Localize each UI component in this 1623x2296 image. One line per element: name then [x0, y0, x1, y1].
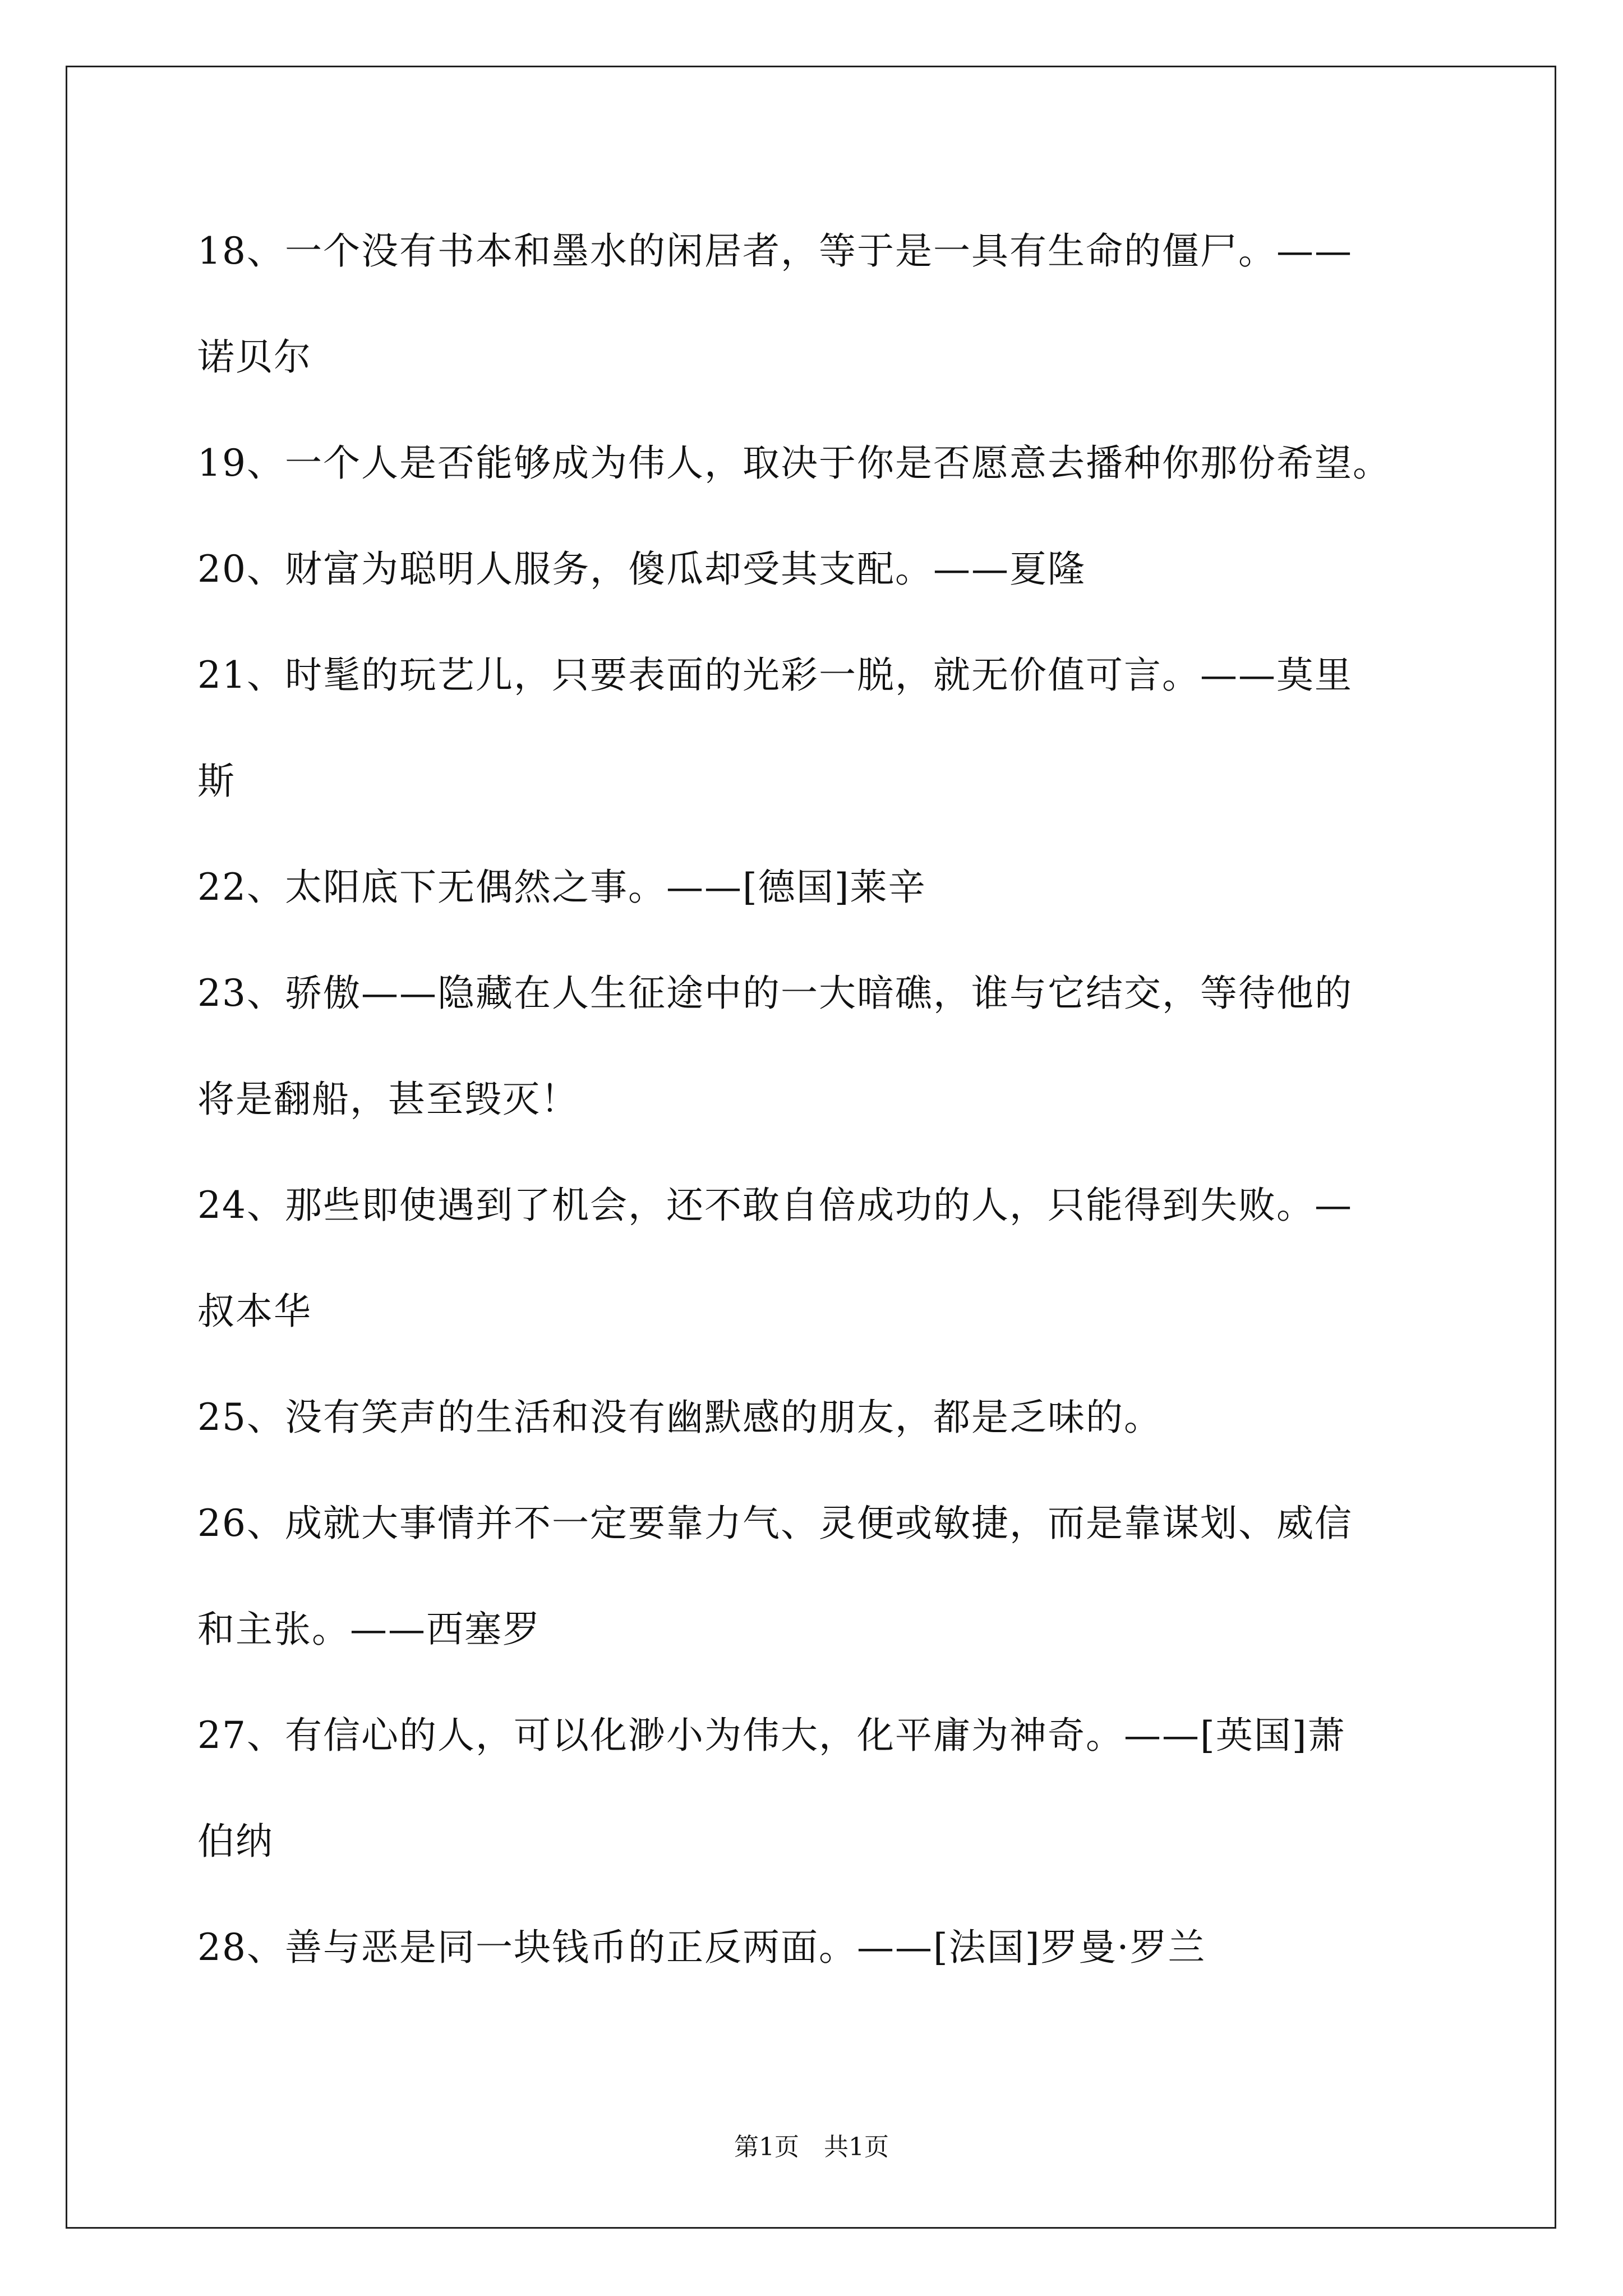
quote-28-line-1: 28、善与恶是同一块钱币的正反两面。——[法国]罗曼·罗兰: [197, 1926, 1206, 1969]
quote-23-line-1: 23、骄傲——隐藏在人生征途中的一大暗礁，谁与它结交，等待他的: [197, 972, 1353, 1015]
quote-27-line-1: 27、有信心的人，可以化渺小为伟大，化平庸为神奇。——[英国]萧: [197, 1714, 1346, 1757]
page-footer: 第1页 共1页: [734, 2133, 889, 2161]
quote-21-line-1: 21、时髦的玩艺儿，只要表面的光彩一脱，就无价值可言。——莫里: [197, 654, 1353, 697]
quote-18-line-1: 18、一个没有书本和墨水的闲居者，等于是一具有生命的僵尸。——: [197, 229, 1353, 273]
quote-27-line-2: 伯纳: [197, 1820, 274, 1863]
quote-19-line-1: 19、一个人是否能够成为伟人，取决于你是否愿意去播种你那份希望。: [197, 441, 1391, 485]
quote-20-line-1: 20、财富为聪明人服务，傻瓜却受其支配。——夏隆: [197, 547, 1086, 591]
page-border: [66, 66, 1556, 2229]
quote-21-line-2: 斯: [197, 760, 236, 803]
quote-22-line-1: 22、太阳底下无偶然之事。——[德国]莱辛: [197, 866, 926, 909]
quote-24-line-1: 24、那些即使遇到了机会，还不敢自倍成功的人，只能得到失败。—: [197, 1184, 1353, 1227]
quote-26-line-1: 26、成就大事情并不一定要靠力气、灵便或敏捷，而是靠谋划、威信: [197, 1502, 1353, 1545]
quote-25-line-1: 25、没有笑声的生活和没有幽默感的朋友，都是乏味的。: [197, 1396, 1162, 1439]
quote-26-line-2: 和主张。——西塞罗: [197, 1608, 541, 1651]
quote-23-line-2: 将是翻船，甚至毁灭！: [197, 1078, 579, 1121]
quote-24-line-2: 叔本华: [197, 1290, 312, 1333]
quote-18-line-2: 诺贝尔: [197, 335, 312, 379]
